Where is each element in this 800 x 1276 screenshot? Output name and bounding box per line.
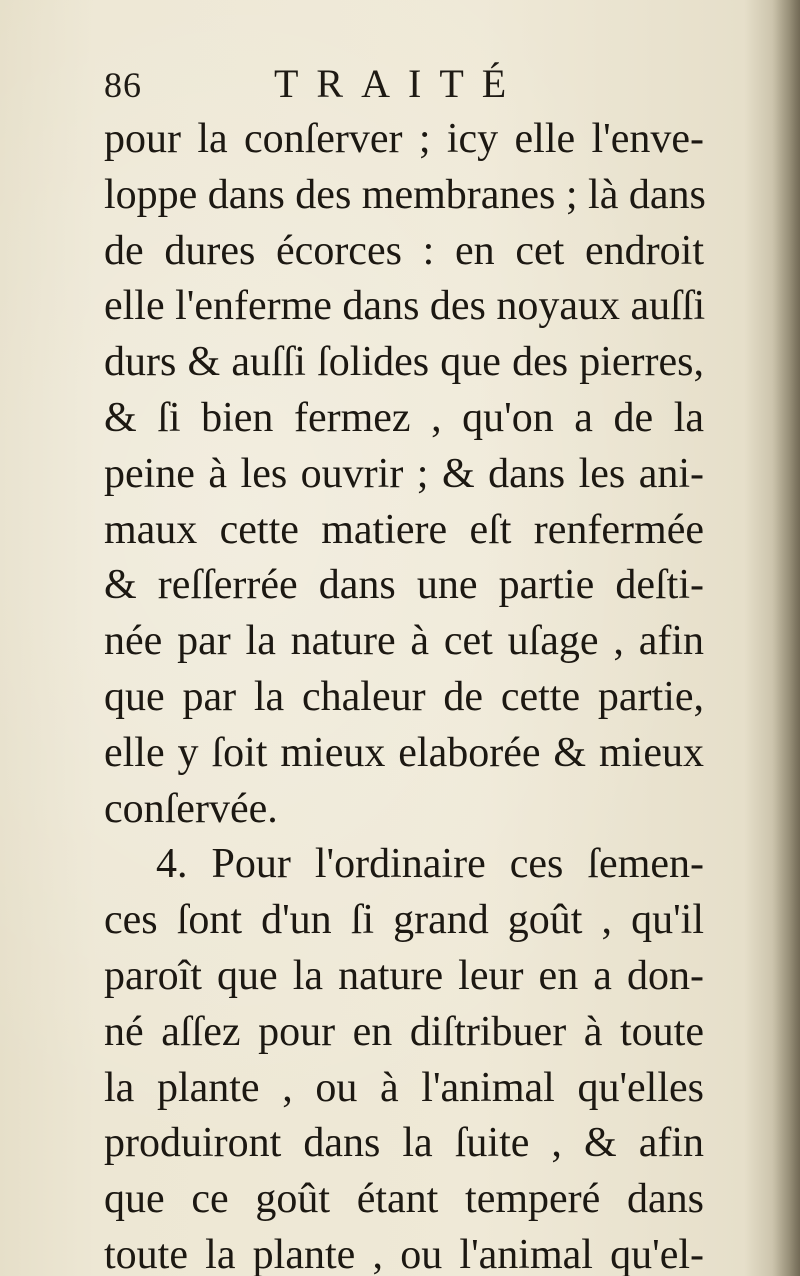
- text-line: que par la chaleur de cette partie,: [104, 673, 704, 720]
- text-line: ces ſont d'un ſi grand goût , qu'il: [104, 897, 704, 944]
- running-title: TRAITÉ: [274, 61, 525, 106]
- text-line: la plante , ou à l'animal qu'elles: [104, 1064, 704, 1111]
- text-line: durs & auſſi ſolides que des pierres,: [104, 339, 704, 386]
- text-line: & reſſerrée dans une partie deſti-: [104, 562, 704, 609]
- text-line-paragraph-end: conſervée.: [104, 785, 278, 832]
- text-line: & ſi bien fermez , qu'on a de la: [104, 394, 704, 441]
- text-line: elle y ſoit mieux elaborée & mieux: [104, 729, 704, 776]
- text-line: produiront dans la ſuite , & afin: [104, 1120, 704, 1167]
- text-line: paroît que la nature leur en a don-: [104, 952, 704, 999]
- text-line: toute la plante , ou l'animal qu'el-: [104, 1231, 704, 1276]
- body-text: [104, 112, 704, 1276]
- text-line: que ce goût étant temperé dans: [104, 1176, 704, 1223]
- page-number: 86: [104, 65, 142, 105]
- binding-shadow: [772, 0, 800, 1276]
- text-line: peine à les ouvrir ; & dans les ani-: [104, 450, 704, 497]
- page-header: [104, 58, 704, 118]
- text-line: de dures écorces : en cet endroit: [104, 227, 704, 274]
- text-line: née par la nature à cet uſage , afin: [104, 618, 704, 665]
- text-line: loppe dans des membranes ; là dans: [104, 171, 706, 218]
- text-line: maux cette matiere eſt renfermée: [104, 506, 704, 553]
- text-line: pour la conſerver ; icy elle l'enve-: [104, 116, 704, 162]
- text-line-paragraph-start: 4. Pour l'ordinaire ces ſemen-: [156, 841, 704, 888]
- text-line: elle l'enferme dans des noyaux auſſi: [104, 283, 706, 330]
- text-line: né aſſez pour en diſtribuer à toute: [104, 1008, 704, 1055]
